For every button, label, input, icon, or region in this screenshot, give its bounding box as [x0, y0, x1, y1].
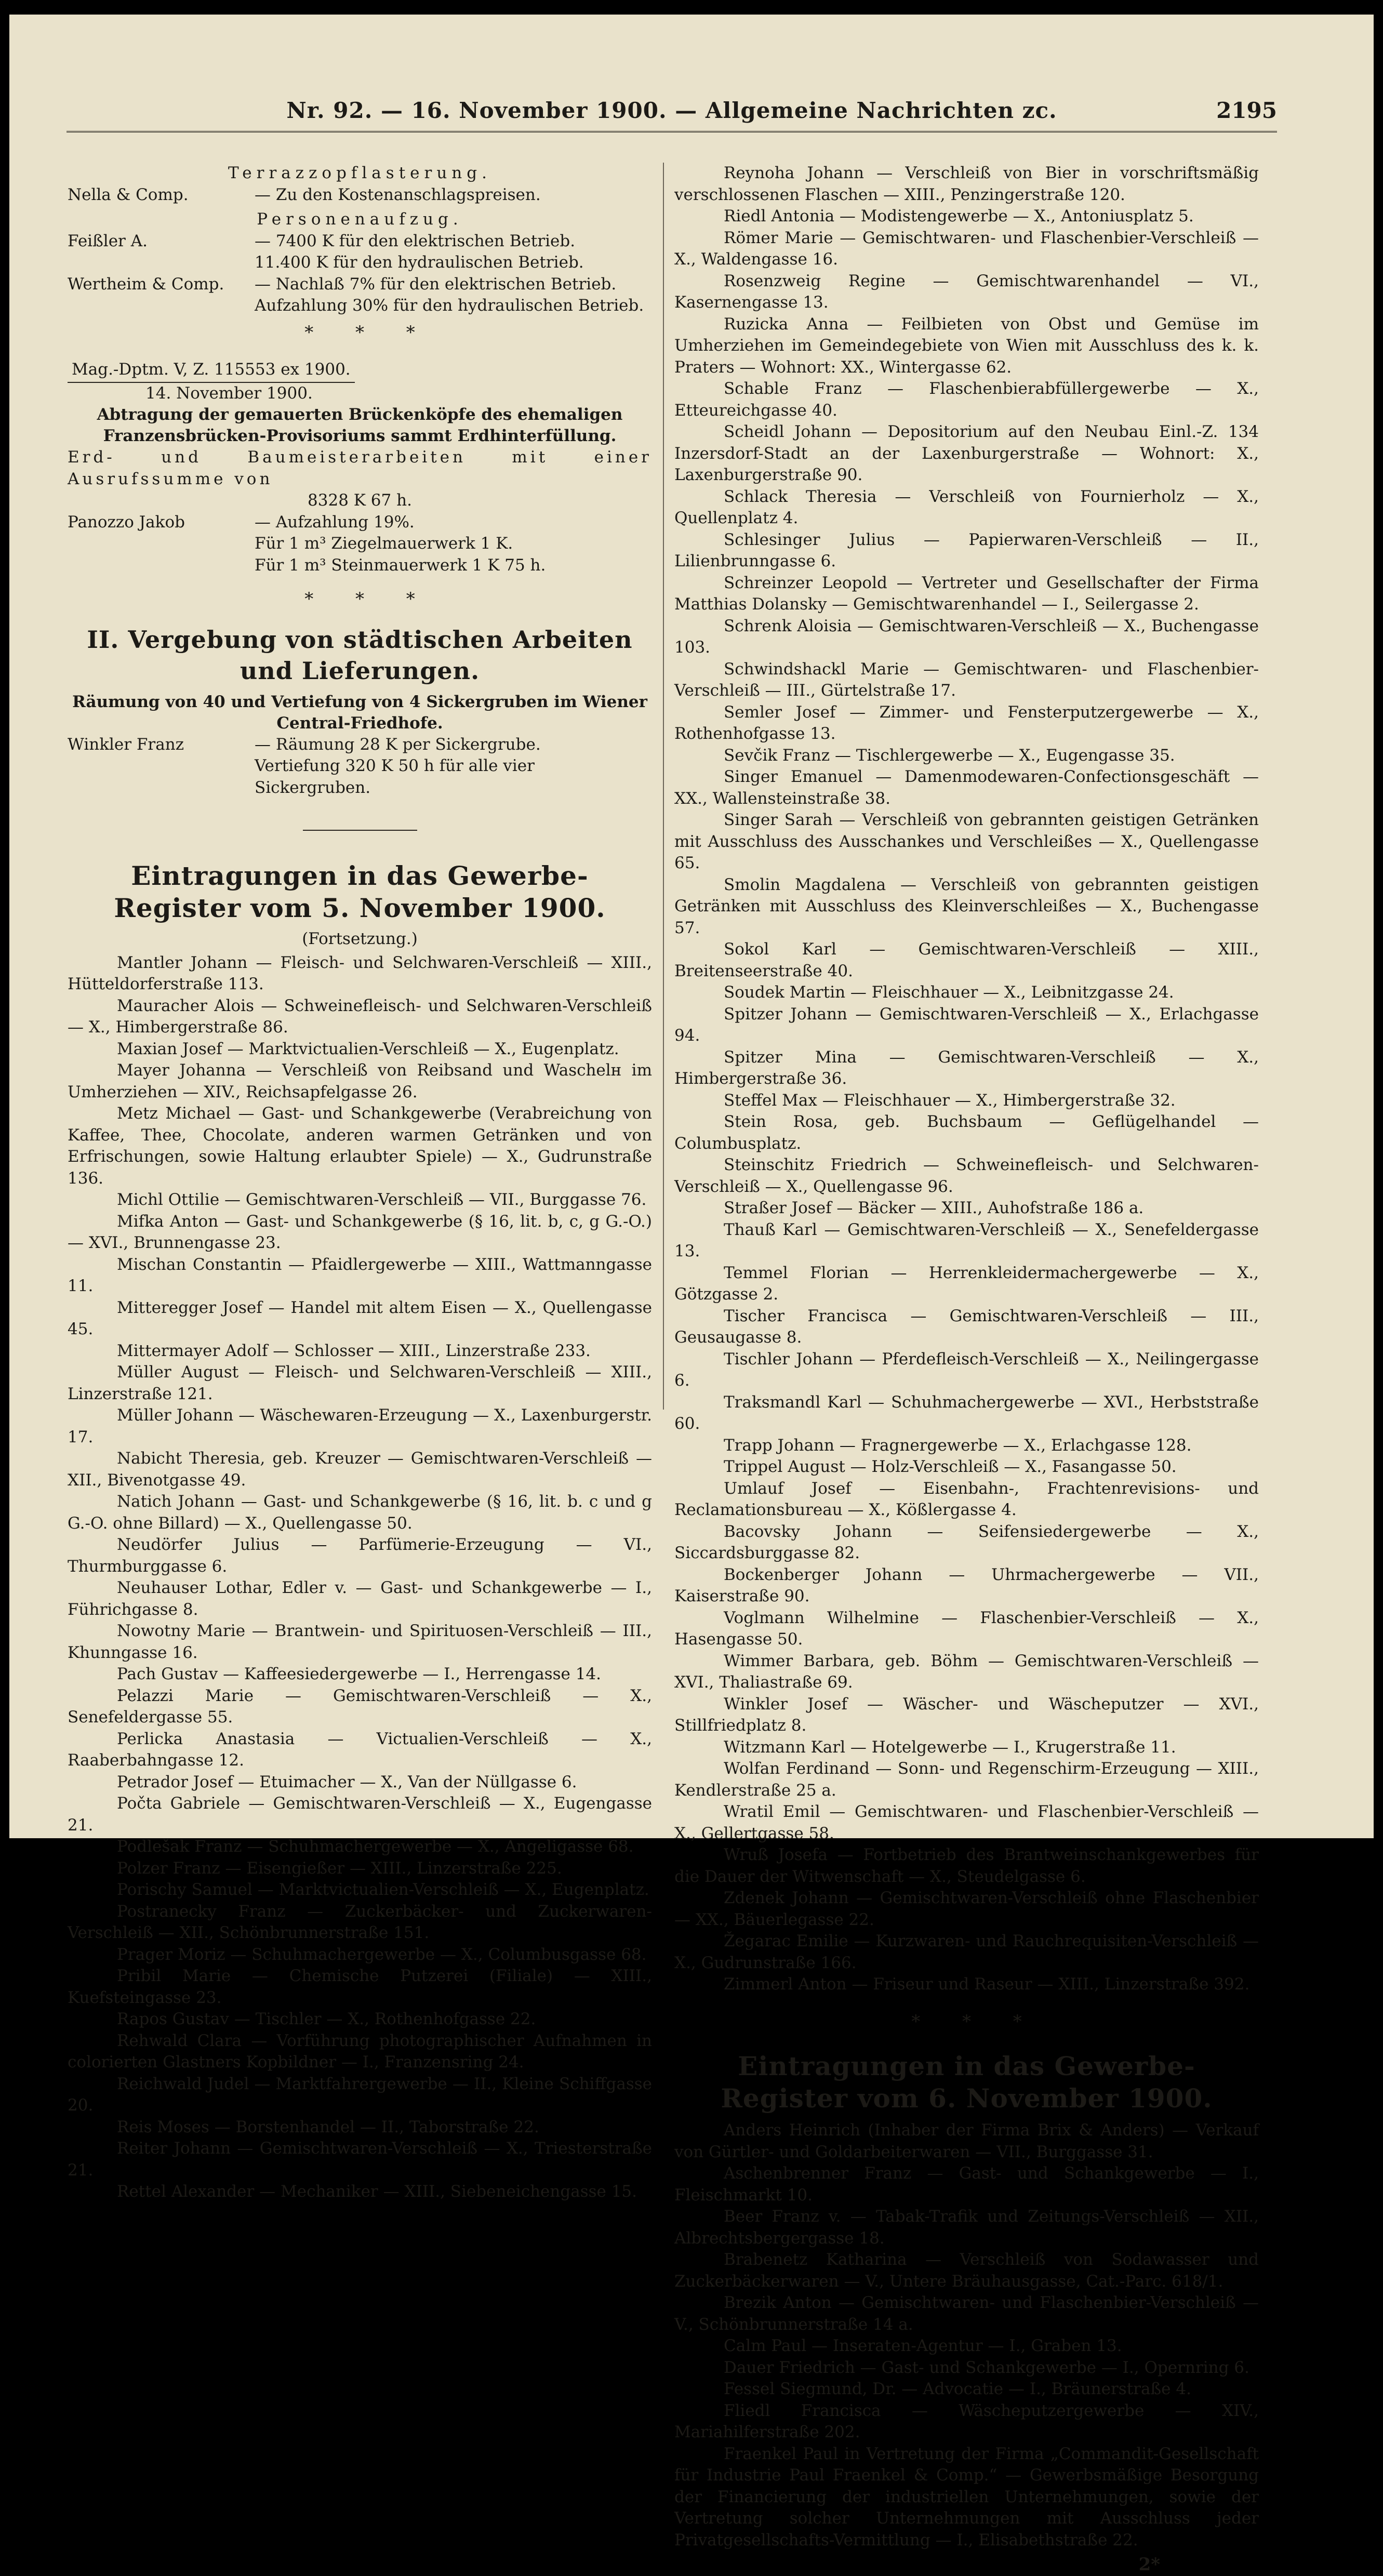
register-entry: Reichwald Judel — Marktfahrergewerbe — II., Kleine Schiffgasse 20.: [68, 2074, 652, 2115]
register-entry: Steinschitz Friedrich — Schweinefleisch- und Selchwaren-Verschleiß — X., Quellengasse 96.: [674, 1156, 1259, 1196]
section2-results: [68, 734, 652, 799]
bridge-results: [68, 512, 652, 577]
result-row: [68, 734, 652, 756]
reference-number: Mag.-Dptm. V, Z. 115553 ex 1900.: [68, 359, 355, 383]
register-entry: Aschenbrenner Franz — Gast- und Schankgewerbe — I., Fleischmarkt 10.: [674, 2164, 1259, 2205]
register-entry: Fraenkel Paul in Vertretung der Firma „Commandit-Gesellschaft für Industrie Paul Fraenkel & Comp.“ — Gewerbsmäßige Besorgung der Financierung der industriellen Unternehmungen, sowie der Vertretung solcher Unternehmungen mit Ausschluss jeder Privatgesellschafts-Vermittlung — I., Elisabethstraße 22.: [674, 2444, 1259, 2550]
tender-title: Terrazzopflasterung.: [228, 164, 491, 182]
register-entry: Reis Moses — Borstenhandel — II., Taborstraße 22.: [117, 2117, 539, 2136]
bidder-name: Nella & Comp.: [68, 185, 189, 204]
bid-detail: Vertiefung 320 K 50 h für alle vier Sickergruben.: [255, 756, 535, 797]
register-entry: Schlack Theresia — Verschleiß von Fournierholz — X., Quellenplatz 4.: [674, 487, 1259, 527]
register-entry: Schable Franz — Flaschenbierabfüllergewerbe — X., Etteureichgasse 40.: [674, 379, 1259, 420]
register-entry: Reynoha Johann — Verschleiß von Bier in vorschriftsmäßig verschlossenen Flaschen — XIII., Penzingerstraße 120.: [674, 164, 1259, 204]
bidder-name: Winkler Franz: [68, 735, 184, 754]
register-entry: Michl Ottilie — Gemischtwaren-Verschleiß — VII., Burggasse 76.: [117, 1190, 647, 1209]
column-divider: [663, 163, 664, 1410]
register-entry: Pelazzi Marie — Gemischtwaren-Verschleiß — X., Senefeldergasse 55.: [68, 1686, 652, 1727]
result-row: [68, 512, 652, 534]
right-column: [674, 163, 1259, 2575]
bidder-name: Wertheim & Comp.: [68, 274, 224, 294]
newspaper-page: [9, 15, 1374, 2575]
register-entry: Mitteregger Josef — Handel mit altem Eisen — X., Quellengasse 45.: [68, 1298, 652, 1338]
register-entry: Trapp Johann — Fragnergewerbe — X., Erlachgasse 128.: [724, 1436, 1192, 1455]
result-row: [68, 533, 652, 555]
section2-subtitle: Räumung von 40 und Vertiefung von 4 Sickergruben im Wiener Central-Friedhofe.: [72, 692, 647, 733]
result-row: [68, 252, 652, 274]
bid-detail: — Räumung 28 K per Sickergrube.: [255, 735, 541, 754]
register-entry: Neudörfer Julius — Parfümerie-Erzeugung — VI., Thurmburggasse 6.: [68, 1535, 652, 1576]
register-entry: Rettel Alexander — Mechaniker — XIII., Siebeneichengasse 15.: [117, 2182, 637, 2201]
register-entry: Mauracher Alois — Schweinefleisch- und Selchwaren-Verschleiß — X., Himbergerstraße 86.: [68, 996, 652, 1037]
register-entry: Spitzer Mina — Gemischtwaren-Verschleiß — X., Himbergerstraße 36.: [674, 1047, 1259, 1088]
bridge-sum: 8328 K 67 h.: [308, 491, 412, 510]
register-entry: Pribil Marie — Chemische Putzerei (Filiale) — XIII., Kuefsteingasse 23.: [68, 1967, 652, 2007]
register-continuation: (Fortsetzung.): [302, 930, 418, 948]
register-entry: Riedl Antonia — Modistengewerbe — X., Antoniusplatz 5.: [724, 207, 1194, 225]
register-entry: Rapos Gustav — Tischler — X., Rothenhofgasse 22.: [117, 2010, 536, 2028]
register-entry: Scheidl Johann — Depositorium auf den Neubau Einl.-Z. 134 Inzersdorf-Stadt an der Laxenburgerstraße — Wohnort: X., Laxenburgerstraße 90.: [674, 422, 1259, 484]
register-entry: Mantler Johann — Fleisch- und Selchwaren-Verschleiß — XIII., Hütteldorferstraße 113.: [68, 953, 652, 993]
header-title: Nr. 92. — 16. November 1900. — Allgemeine Nachrichten zc.: [286, 98, 1057, 123]
register-entry: Počta Gabriele — Gemischtwaren-Verschleiß — X., Eugengasse 21.: [68, 1794, 652, 1835]
tender-results: [68, 163, 652, 317]
register-entry: Winkler Josef — Wäscher- und Wäscheputzer — XVI., Stillfriedplatz 8.: [674, 1694, 1259, 1735]
register-entry: Mischan Constantin — Pfaidlergewerbe — XIII., Wattmanngasse 11.: [68, 1255, 652, 1295]
register-entry: Schwindshackl Marie — Gemischtwaren- und Flaschenbier-Verschleiß — III., Gürtelstraße 17.: [674, 659, 1259, 700]
register-entry: Voglmann Wilhelmine — Flaschenbier-Verschleiß — X., Hasengasse 50.: [674, 1608, 1259, 1649]
register-entry: Rehwald Clara — Vorführung photographischer Aufnahmen in colorierten Glastners Kopbildner — I., Franzensring 24.: [68, 2031, 652, 2072]
register-entry: Perlicka Anastasia — Victualien-Verschleiß — X., Raaberbahngasse 12.: [68, 1729, 652, 1770]
register-entry: Beer Franz v. — Tabak-Trafik und Zeitungs-Verschleiß — XII., Albrechtsbergergasse 18.: [674, 2207, 1259, 2248]
register-entry: Pach Gustav — Kaffeesiedergewerbe — I., Herrengasse 14.: [117, 1665, 602, 1683]
register-title-nov6: Eintragungen in das Gewerbe-Register vom 6. November 1900.: [721, 2051, 1213, 2114]
register-entry: Ruzicka Anna — Feilbieten von Obst und Gemüse im Umherziehen im Gemeindegebiete von Wien mit Ausschluss des k. k. Praters — Wohnort: XX., Wintergasse 62.: [674, 314, 1259, 377]
register-entry: Singer Sarah — Verschleiß von gebrannten geistigen Getränken mit Ausschluss des Ausschankes und Verschleißes — X., Quellengasse 65.: [674, 811, 1259, 872]
register-entry: Tischer Francisca — Gemischtwaren-Verschleiß — III., Geusaugasse 8.: [674, 1306, 1259, 1347]
register-entry: Dauer Friedrich — Gast- und Schankgewerbe — I., Opernring 6.: [724, 2358, 1249, 2377]
separator-stars: * * *: [304, 322, 415, 343]
register-entry: Mayer Johanna — Verschleiß von Reibsand und Waschelн im Umherziehen — XIV., Reichsapfelgasse 26.: [68, 1061, 652, 1101]
bid-detail: — Zu den Kostenanschlagspreisen.: [255, 185, 541, 204]
bid-detail: 11.400 K für den hydraulischen Betrieb.: [255, 253, 584, 272]
register-entry: Straßer Josef — Bäcker — XIII., Auhofstraße 186 a.: [724, 1199, 1144, 1217]
register-entry: Wratil Emil — Gemischtwaren- und Flaschenbier-Verschleiß — X., Gellertgasse 58.: [674, 1802, 1259, 1843]
separator-stars: * * *: [304, 589, 415, 609]
register-entry: Petrador Josef — Etuimacher — X., Van der Nüllgasse 6.: [117, 1772, 577, 1791]
section-rule: [303, 830, 417, 831]
register-entries-right: [674, 163, 1259, 1996]
register-entry: Steffel Max — Fleischhauer — X., Himbergerstraße 32.: [724, 1091, 1176, 1110]
register-entry: Maxian Josef — Marktvictualien-Verschleiß — X., Eugenplatz.: [117, 1039, 619, 1058]
register-entry: Wruß Josefa — Fortbetrieb des Brantweinschankgewerbes für die Dauer der Witwenschaft — X., Steudelgasse 6.: [674, 1845, 1259, 1886]
register-entry: Prager Moriz — Schuhmachergewerbe — X., Columbusgasse 68.: [117, 1945, 647, 1964]
register-entry: Postranecky Franz — Zuckerbäcker- und Zuckerwaren-Verschleiß — XII., Schönbrunnerstraße 151.: [68, 1902, 652, 1942]
register-entry: Schrenk Aloisia — Gemischtwaren-Verschleiß — X., Buchengasse 103.: [674, 616, 1259, 657]
register-entry: Zdenek Johann — Gemischtwaren-Verschleiß ohne Flaschenbier — XX., Bäuerlegasse 22.: [674, 1889, 1259, 1929]
tender-group: [68, 184, 652, 206]
register-entry: Umlauf Josef — Eisenbahn-, Frachtenrevisions- und Reclamationsbureau — X., Kößlergasse 4.: [674, 1479, 1259, 1519]
bid-detail: Für 1 m³ Ziegelmauerwerk 1 K.: [255, 534, 513, 553]
result-row: [68, 274, 652, 296]
bridge-title: Abtragung der gemauerten Brückenköpfe des ehemaligen Franzensbrücken-Provisoriums sammt Erdhinterfüllung.: [97, 405, 623, 445]
register-entry: Schlesinger Julius — Papierwaren-Verschleiß — II., Lilienbrunngasse 6.: [674, 530, 1259, 570]
register-entry: Tischler Johann — Pferdefleisch-Verschleiß — X., Neilingergasse 6.: [674, 1349, 1259, 1390]
bid-detail: Aufzahlung 30% für den hydraulischen Betrieb.: [255, 296, 644, 315]
register-entry: Spitzer Johann — Gemischtwaren-Verschleiß — X., Erlachgasse 94.: [674, 1004, 1259, 1045]
bidder-name: [68, 295, 255, 317]
register-entry: Traksmandl Karl — Schuhmachergewerbe — XVI., Herbststraße 60.: [674, 1392, 1259, 1433]
register-entry: Singer Emanuel — Damenmodewaren-Confectionsgeschäft — XX., Wallensteinstraße 38.: [674, 767, 1259, 808]
result-row: [68, 555, 652, 577]
left-column: [68, 163, 652, 2201]
bid-detail: Für 1 m³ Steinmauerwerk 1 K 75 h.: [255, 555, 546, 575]
register-entry: Polzer Franz — Eisengießer — XIII., Linzerstraße 225.: [117, 1858, 562, 1878]
register-entry: Žegarac Emilie — Kurzwaren- und Rauchrequisiten-Verschleiß — X., Gudrunstraße 166.: [674, 1932, 1259, 1972]
section2-title: II. Vergebung von städtischen Arbeiten und Lieferungen.: [87, 625, 633, 685]
bidder-name: Feißler A.: [68, 231, 148, 250]
register-entry: Bockenberger Johann — Uhrmachergewerbe — VII., Kaiserstraße 90.: [674, 1565, 1259, 1605]
reference-date: 14. November 1900.: [145, 383, 313, 403]
register-entry: Reiter Johann — Gemischtwaren-Verschleiß — X., Triesterstraße 21.: [68, 2139, 652, 2180]
register-entry: Fliedl Francisca — Wäscheputzergewerbe — XIV., Mariahilferstraße 202.: [674, 2401, 1259, 2441]
register-entry: Sevčik Franz — Tischlergewerbe — X., Eugengasse 35.: [724, 746, 1175, 765]
register-entry: Wimmer Barbara, geb. Böhm — Gemischtwaren-Verschleiß — XVI., Thaliastraße 69.: [674, 1651, 1259, 1692]
register-entry: Podlešak Franz — Schuhmachergewerbe — X., Angeligasse 68.: [117, 1837, 634, 1856]
register-entries-left: [68, 952, 652, 2203]
register-entry: Thauß Karl — Gemischtwaren-Verschleiß — X., Senefeldergasse 13.: [674, 1220, 1259, 1260]
register-entry: Trippel August — Holz-Verschleiß — X., Fasangasse 50.: [724, 1457, 1177, 1476]
result-row: [68, 184, 652, 206]
register-entry: Wolfan Ferdinand — Sonn- und Regenschirm-Erzeugung — XIII., Kendlerstraße 25 a.: [674, 1759, 1259, 1800]
bid-detail: — Nachlaß 7% für den elektrischen Betrieb.: [255, 274, 617, 294]
result-row: [68, 755, 652, 799]
bidder-name: [68, 555, 255, 577]
register-entry: Calm Paul — Inseraten-Agentur — I., Graben 13.: [724, 2336, 1122, 2355]
register-entry: Zimmerl Anton — Friseur und Raseur — XIII., Linzerstraße 392.: [724, 1975, 1250, 1994]
register-entry: Brezik Anton — Gemischtwaren- und Flaschenbier-Verschleiß — V., Schönbrunnerstraße 14 a.: [674, 2293, 1259, 2334]
bidder-name: [68, 533, 255, 555]
bidder-name: [68, 252, 255, 274]
register-title-nov5: Eintragungen in das Gewerbe-Register vom 5. November 1900.: [114, 860, 606, 923]
register-entry: Nowotny Marie — Brantwein- und Spirituosen-Verschleiß — III., Khunngasse 16.: [68, 1622, 652, 1662]
register-entry: Fessel Siegmund, Dr. — Advocatie — I., Bräunerstraße 4.: [724, 2380, 1191, 2398]
register-entry: Nabicht Theresia, geb. Kreuzer — Gemischtwaren-Verschleiß — XII., Bivenotgasse 49.: [68, 1449, 652, 1490]
register-entry: Mifka Anton — Gast- und Schankgewerbe (§ 16, lit. b, c, g G.-O.) — XVI., Brunnengasse 23.: [68, 1212, 652, 1252]
register-entry: Temmel Florian — Herrenkleidermachergewerbe — X., Götzgasse 2.: [674, 1263, 1259, 1304]
bidder-name: [68, 755, 255, 799]
register-entry: Neuhauser Lothar, Edler v. — Gast- und Schankgewerbe — I., Führichgasse 8.: [68, 1578, 652, 1619]
register-entry: Brabenetz Katharina — Verschleiß von Sodawasser und Zuckerbäckerwaren — V., Untere Bräuhausgasse, Cat.-Parc. 618/1.: [674, 2250, 1259, 2291]
register-entry: Metz Michael — Gast- und Schankgewerbe (Verabreichung von Kaffee, Thee, Chocolate, anderen warmen Getränken und von Erfrischungen, sowie Haltung erlaubter Spiele) — X., Gudrunstraße 136.: [68, 1104, 652, 1188]
register-entry: Natich Johann — Gast- und Schankgewerbe (§ 16, lit. b. c und g G.-O. ohne Billard) — X., Quellengasse 50.: [68, 1492, 652, 1533]
register-entry: Witzmann Karl — Hotelgewerbe — I., Krugerstraße 11.: [724, 1737, 1176, 1757]
register-entry: Stein Rosa, geb. Buchsbaum — Geflügelhandel — Columbusplatz.: [674, 1112, 1259, 1153]
page-header: [67, 98, 1277, 134]
register-entry: Bacovsky Johann — Seifensiedergewerbe — X., Siccardsburggasse 82.: [674, 1522, 1259, 1562]
separator-stars: * * *: [911, 2011, 1022, 2032]
register-entry: Semler Josef — Zimmer- und Fensterputzergewerbe — X., Rothenhofgasse 13.: [674, 702, 1259, 743]
register-entry: Porischy Samuel — Marktvictualien-Verschleiß — X., Eugenplatz.: [117, 1880, 649, 1899]
result-row: [68, 295, 652, 317]
register-entry: Müller August — Fleisch- und Selchwaren-Verschleiß — XIII., Linzerstraße 121.: [68, 1363, 652, 1403]
bid-detail: — 7400 K für den elektrischen Betrieb.: [255, 231, 576, 250]
page-number: 2195: [1216, 98, 1277, 123]
register-entry: Soudek Martin — Fleischhauer — X., Leibnitzgasse 24.: [724, 983, 1174, 1002]
signature-mark: 2*: [1138, 2554, 1160, 2575]
register-entry: Römer Marie — Gemischtwaren- und Flaschenbier-Verschleiß — X., Waldengasse 16.: [674, 228, 1259, 269]
register-entry: Smolin Magdalena — Verschleiß von gebrannten geistigen Getränken mit Ausschluss des Kleinverschleißes — X., Buchengasse 57.: [674, 875, 1259, 937]
tender-group: [68, 231, 652, 317]
register-entry: Anders Heinrich (Inhaber der Firma Brix & Anders) — Verkauf von Gürtler- und Goldarbeiterwaren — VII., Burggasse 31.: [674, 2121, 1259, 2161]
register-entry: Sokol Karl — Gemischtwaren-Verschleiß — XIII., Breitenseerstraße 40.: [674, 940, 1259, 980]
register-entries-nov6: [674, 2120, 1259, 2551]
result-row: [68, 231, 652, 253]
header-rule: [67, 131, 1277, 132]
bid-detail: — Aufzahlung 19%.: [255, 512, 415, 532]
register-entry: Mittermayer Adolf — Schlosser — XIII., Linzerstraße 233.: [117, 1341, 591, 1360]
register-entry: Schreinzer Leopold — Vertreter und Gesellschafter der Firma Matthias Dolansky — Gemischtwarenhandel — I., Seilergasse 2.: [674, 573, 1259, 614]
bidder-name: Panozzo Jakob: [68, 512, 185, 532]
tender-title: Personenaufzug.: [257, 210, 463, 229]
register-entry: Rosenzweig Regine — Gemischtwarenhandel — VI., Kasernengasse 13.: [674, 271, 1259, 312]
register-entry: Müller Johann — Wäschewaren-Erzeugung — X., Laxenburgerstr. 17.: [68, 1406, 652, 1446]
bridge-subtitle: Erd- und Baumeisterarbeiten mit einer Ausrufssumme von: [68, 448, 652, 488]
